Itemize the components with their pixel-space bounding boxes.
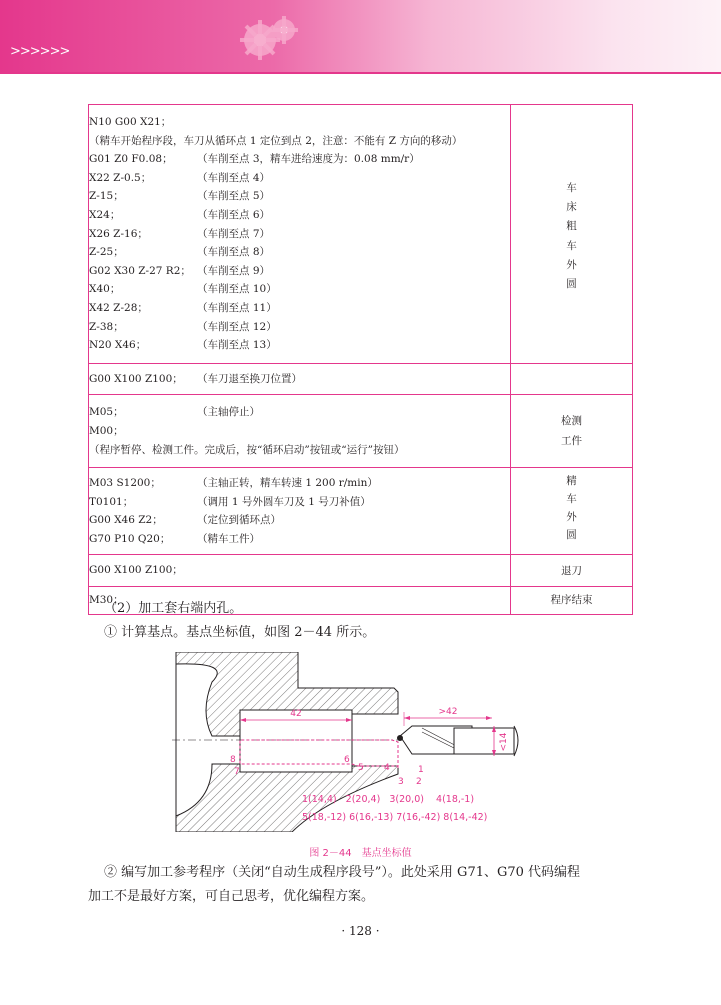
- code-comment: （定位到循环点）: [197, 514, 281, 527]
- code-comment: （车削至点 4）: [197, 171, 271, 184]
- process-label-cell: [511, 587, 633, 615]
- code-cell: [89, 555, 511, 587]
- process-label: 精: [566, 475, 577, 488]
- figure-base-points: [172, 652, 552, 832]
- code-line: [89, 150, 510, 169]
- code-text: G02 X30 Z-27 R2；: [89, 264, 191, 277]
- code-text: G01 Z0 F0.08；: [89, 153, 173, 166]
- code-text: X42 Z-28；: [89, 301, 148, 314]
- gear-icon: [230, 8, 310, 68]
- page-number: · 128 ·: [341, 924, 380, 938]
- code-cell: [89, 395, 511, 468]
- code-text: （程序暂停、检测工件。完成后，按“循环启动”按钮或“运行”按钮）: [89, 443, 405, 456]
- point-label-3: 3: [398, 777, 404, 787]
- code-cell: [89, 105, 511, 364]
- point-label-1: 1: [418, 765, 424, 775]
- point-label-7: 7: [234, 767, 240, 777]
- table-row: [89, 363, 633, 395]
- process-label-cell: [511, 468, 633, 555]
- process-label: 圆: [566, 529, 577, 542]
- header-banner: [0, 0, 721, 72]
- point-label-2: 2: [416, 777, 422, 787]
- figure-caption: 图 2－44 基点坐标值: [309, 848, 412, 859]
- dim-length-gt42: >42: [438, 707, 458, 717]
- code-comment: （车削至点 8）: [197, 246, 271, 259]
- code-line: [89, 561, 510, 580]
- code-comment: （车削至点 9）: [197, 264, 271, 277]
- code-line: [89, 243, 510, 262]
- code-text: M30；: [89, 594, 124, 607]
- coords-row-2: 5(18,-12) 6(16,-13) 7(16,-42) 8(14,-42): [302, 812, 488, 823]
- code-comment: （车削至点 10）: [197, 283, 277, 296]
- table-row: [89, 555, 633, 587]
- paragraph-program-note-2: 加工不是最好方案，可自己思考，优化编程方案。: [88, 889, 375, 904]
- point-label-8: 8: [230, 755, 236, 765]
- code-line: [89, 403, 510, 422]
- code-line: [89, 474, 510, 493]
- paragraph-calc-points: ① 计算基点。基点坐标值，如图 2－44 所示。: [104, 625, 376, 640]
- code-comment: （车削至点 7）: [197, 227, 271, 240]
- code-text: （精车开始程序段，车刀从循环点 1 定位到点 2，注意：不能有 Z 方向的移动）: [89, 134, 463, 147]
- code-line: [89, 530, 510, 549]
- code-comment: （车削至点 3，精车进给速度为：0.08 mm/r）: [197, 153, 420, 166]
- code-line: [89, 493, 510, 512]
- code-text: N20 X46；: [89, 339, 147, 352]
- process-label: 圆: [566, 278, 577, 291]
- code-text: G00 X46 Z2；: [89, 514, 163, 527]
- process-label: 程序结束: [550, 594, 593, 607]
- code-line: [89, 280, 510, 299]
- paragraph-step2: （2）加工套右端内孔。: [104, 601, 243, 616]
- code-cell: [89, 363, 511, 395]
- code-line: [89, 318, 510, 337]
- code-text: X40；: [89, 283, 121, 296]
- code-comment: （车削至点 13）: [197, 339, 277, 352]
- code-comment: （车削至点 12）: [197, 320, 277, 333]
- code-comment: （主轴正转，精车转速 1 200 r/min）: [197, 477, 378, 490]
- process-label: 退刀: [561, 564, 582, 577]
- code-line: [89, 299, 510, 318]
- code-text: M03 S1200；: [89, 477, 161, 490]
- code-text: N10 G00 X21；: [89, 116, 172, 128]
- process-label: 粗: [566, 220, 577, 233]
- coords-row-1: 1(14,4) 2(20,4) 3(20,0) 4(18,-1): [302, 794, 475, 805]
- process-label: 外: [566, 258, 577, 271]
- code-line: [89, 336, 510, 355]
- paragraph-program-note-1: ② 编写加工参考程序（关闭“自动生成程序段号”）。此处采用 G71、G70 代码编程: [104, 865, 581, 880]
- code-line: [89, 422, 510, 441]
- code-text: G00 X100 Z100；: [89, 564, 183, 577]
- code-comment: （车削至点 6）: [197, 208, 271, 221]
- process-label-cell: [511, 363, 633, 395]
- code-comment: （车削至点 5）: [197, 190, 271, 203]
- code-text: Z-15；: [89, 190, 124, 203]
- process-label: 车: [566, 493, 577, 506]
- process-label: 车: [566, 239, 577, 252]
- process-label: 车: [566, 182, 577, 194]
- code-line: [89, 113, 510, 132]
- code-line: [89, 187, 510, 206]
- code-text: T0101；: [89, 495, 134, 508]
- code-text: X24；: [89, 208, 121, 221]
- process-label: 检测: [561, 415, 582, 428]
- program-table: [88, 104, 633, 615]
- process-label: 外: [566, 511, 577, 524]
- code-text: Z-38；: [89, 320, 124, 333]
- process-label-cell: [511, 105, 633, 364]
- code-text: Z-25；: [89, 246, 124, 259]
- code-text: G70 P10 Q20；: [89, 532, 171, 545]
- table-row: [89, 395, 633, 468]
- code-comment: （车削至点 11）: [197, 301, 277, 314]
- code-line: [89, 511, 510, 530]
- code-text: X26 Z-16；: [89, 227, 148, 240]
- point-label-5: 5: [358, 763, 364, 773]
- chevron-decoration: >>>>>>: [10, 44, 70, 59]
- code-text: X22 Z-0.5；: [89, 171, 152, 184]
- code-text: M00；: [89, 424, 124, 437]
- code-line: [89, 262, 510, 281]
- code-cell: [89, 468, 511, 555]
- dim-dia-lt14: <14: [499, 732, 509, 752]
- code-comment: （主轴停止）: [197, 406, 260, 419]
- code-line: [89, 206, 510, 225]
- code-text: M05；: [89, 406, 124, 419]
- table-row: [89, 105, 633, 364]
- process-label-cell: [511, 555, 633, 587]
- point-label-6: 6: [344, 755, 350, 765]
- code-text: G00 X100 Z100；: [89, 372, 183, 385]
- header-rule: [0, 72, 721, 74]
- process-label-cell: [511, 395, 633, 468]
- table-row: [89, 468, 633, 555]
- code-line: [89, 169, 510, 188]
- process-label: 床: [566, 201, 577, 214]
- code-comment: （精车工件）: [197, 532, 260, 545]
- code-line: [89, 225, 510, 244]
- code-comment: （车刀退至换刀位置）: [197, 372, 302, 385]
- point-label-4: 4: [384, 763, 390, 773]
- code-line: [89, 441, 510, 460]
- code-comment: （调用 1 号外圆车刀及 1 号刀补值）: [197, 495, 371, 508]
- code-line: [89, 370, 510, 389]
- process-label: 工件: [561, 435, 582, 448]
- code-line: [89, 132, 510, 151]
- dim-length-42: 42: [290, 709, 302, 719]
